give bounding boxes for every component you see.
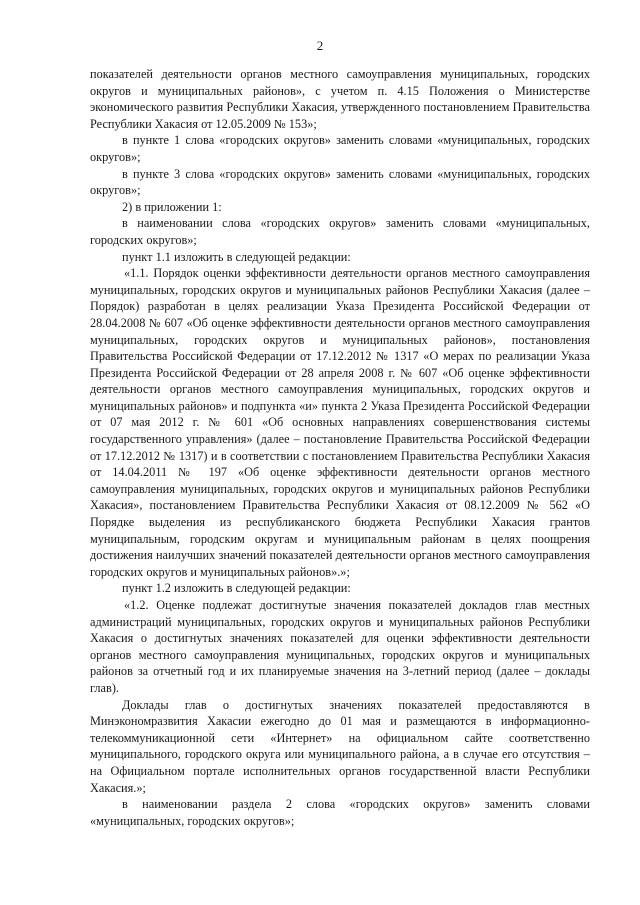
- paragraph-point-1: в пункте 1 слова «городских округов» заменить словами «муниципальных, городских округов»;: [90, 133, 590, 164]
- document-body: [90, 66, 590, 829]
- paragraph-appendix-1: 2) в приложении 1:: [122, 199, 222, 214]
- paragraph-point-3: в пункте 3 слова «городских округов» заменить словами «муниципальных, городских округов»;: [90, 166, 590, 198]
- paragraph-point-1-2-intro: пункт 1.2 изложить в следующей редакции:: [122, 581, 351, 596]
- paragraph-point-1-1-text: «1.1. Порядок оценки эффективности деятельности органов местного самоуправления муниципальных, городских округов и муниципальных районов Республики Хакасия (далее – Порядок) разработан в целях реализации Указа Президента Российской Федерации от 28.04.2008 № 607 «Об оценке эффективности деятельности органов местного самоуправления муниципальных, городских округов и муниципальных районов», постановления Правительства Российской Федерации от 17.12.2012 № 1317 «О мерах по реализации Указа Президента Российской Федерации от 28 апреля 2008 г. № 607 «Об оценке эффективности деятельности органов местного самоуправления муниципальных, городских округов и муниципальных районов» и подпункта «и» пункта 2 Указа Президента Российской Федерации от 07 мая 2012 г. № 601 «Об основных направлениях совершенствования системы государственного управления» (далее – постановление Правительства Российской Федерации от 17.12.2012 № 1317) и в соответствии с постановлением Правительства Республики Хакасия от 14.04.2011 № 197 «Об оценке эффективности деятельности органов местного самоуправления муниципальных, городских округов и муниципальных районов Республики Хакасия», постановлением Правительства Республики Хакасия от 08.12.2009 № 562 «О Порядке выделения из республиканского бюджета Республики Хакасия грантов муниципальным, городским округам и муниципальным районам в целях поощрения достижения наилучших значений показателей деятельности органов местного самоуправления городских округов и муниципальных районов».»;: [90, 266, 590, 579]
- paragraph-title-change: в наименовании слова «городских округов» заменить словами «муниципальных, городских округов»;: [90, 216, 590, 247]
- paragraph-section-2-title: в наименовании раздела 2 слова «городских округов» заменить словами «муниципальных, городских округов»;: [90, 797, 590, 828]
- paragraph-point-1-2-text: «1.2. Оценке подлежат достигнутые значения показателей докладов глав местных администраций муниципальных, городских округов и муниципальных районов Республики Хакасия о достигнутых значениях показателей для оценки эффективности деятельности органов местного самоуправления муниципальных, городских округов и муниципальных районов за отчетный год и их планируемые значения на 3-летний период (далее – доклады глав).: [90, 598, 590, 695]
- paragraph-continuation: показателей деятельности органов местного самоуправления муниципальных, городских округов и муниципальных районов», с учетом п. 4.15 Положения о Министерстве экономического развития Республики Хакасия, утвержденного постановлением Правительства Республики Хакасия от 12.05.2009 № 153»;: [90, 67, 590, 131]
- paragraph-point-1-1-intro: пункт 1.1 изложить в следующей редакции:: [122, 249, 351, 264]
- paragraph-reports: Доклады глав о достигнутых значениях показателей предоставляются в Минэкономразвития Хакасии ежегодно до 01 мая и размещаются в информационно-телекоммуникационной сети «Интернет» на официальном сайте соответственно муниципального, городского округа или муниципального района, а в случае его отсутствия – на Официальном портале исполнительных органов государственной власти Республики Хакасия.»;: [90, 697, 590, 795]
- page-number: 2: [316, 38, 324, 53]
